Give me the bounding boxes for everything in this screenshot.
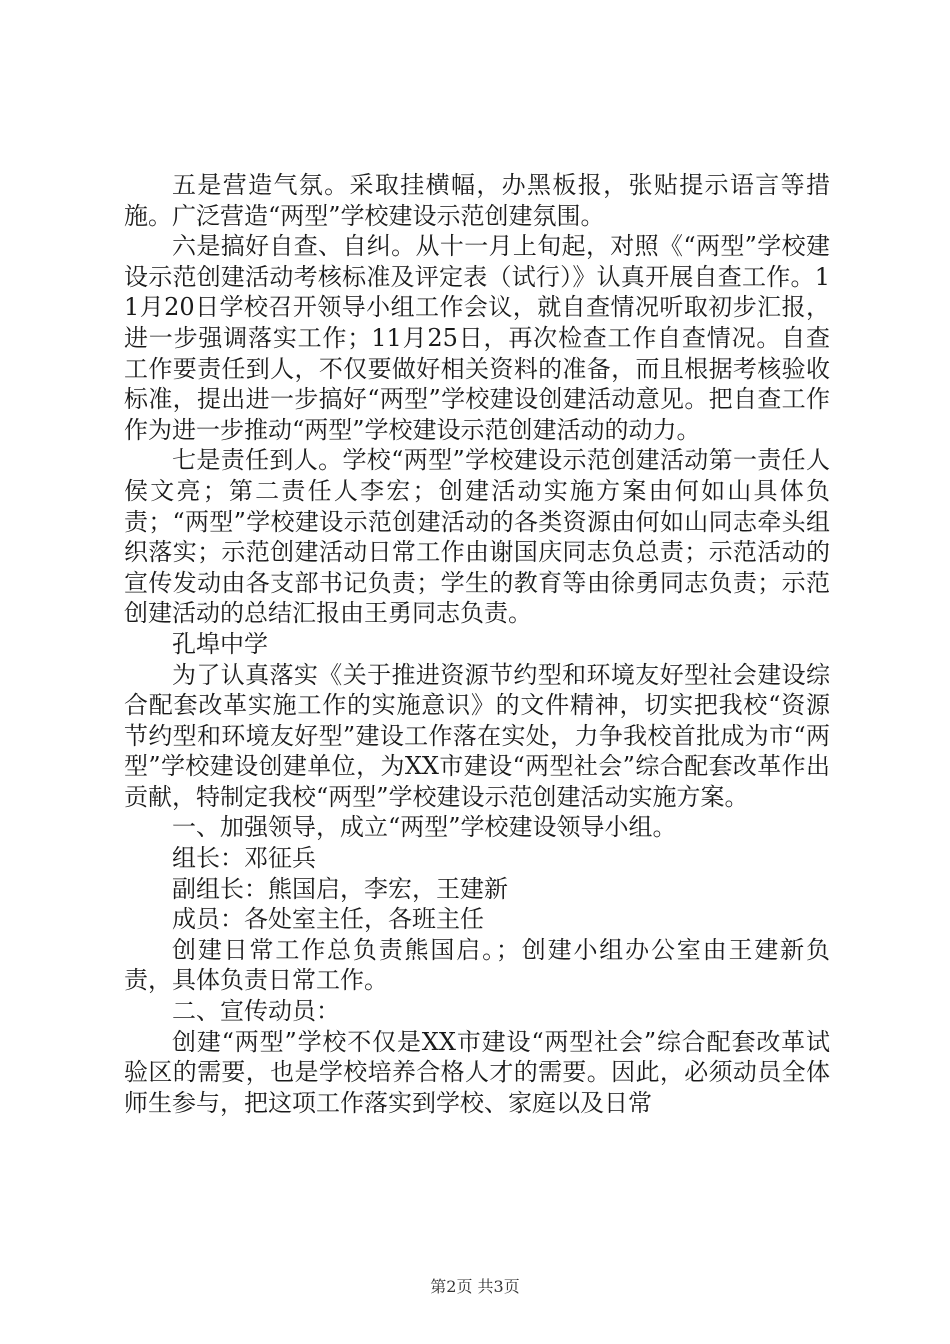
- paragraph: 二、宣传动员：: [172, 997, 340, 1026]
- paragraph: 孔埠中学: [172, 629, 268, 658]
- paragraph: 创建日常工作总负责熊国启。；创建小组办公室由王建新负责，具体负责日常工作。: [124, 935, 830, 995]
- document-body: [124, 170, 830, 1118]
- paragraph: 组长：邓征兵: [172, 844, 316, 873]
- paragraph: 成员：各处室主任，各班主任: [172, 905, 484, 934]
- paragraph: 一、加强领导，成立“两型”学校建设领导小组。: [172, 813, 677, 842]
- paragraph: 创建“两型”学校不仅是XX市建设“两型社会”综合配套改革试验区的需要，也是学校培养合格人才的需要。因此，必须动员全体师生参与，把这项工作落实到学校、家庭以及日常: [124, 1027, 830, 1117]
- paragraph: 七是责任到人。学校“两型”学校建设示范创建活动第一责任人侯文亮；第二责任人李宏；创建活动实施方案由何如山具体负责；“两型”学校建设示范创建活动的各类资源由何如山同志牵头组织落实；示范创建活动日常工作由谢国庆同志负总责；示范活动的宣传发动由各支部书记负责；学生的教育等由徐勇同志负责；示范创建活动的总结汇报由王勇同志负责。: [124, 446, 830, 628]
- page-footer: 第2页 共3页: [430, 1277, 520, 1296]
- paragraph: 副组长：熊国启，李宏，王建新: [172, 874, 508, 903]
- paragraph: 六是搞好自查、自纠。从十一月上旬起，对照《“两型”学校建设示范创建活动考核标准及评定表（试行）》认真开展自查工作。11月20日学校召开领导小组工作会议，就自查情况听取初步汇报，进一步强调落实工作；11月25日，再次检查工作自查情况。自查工作要责任到人，不仅要做好相关资料的准备，而且根据考核验收标准，提出进一步搞好“两型”学校建设创建活动意见。把自查工作作为进一步推动“两型”学校建设示范创建活动的动力。: [124, 232, 830, 444]
- paragraph: 五是营造气氛。采取挂横幅，办黑板报，张贴提示语言等措施。广泛营造“两型”学校建设示范创建氛围。: [124, 171, 830, 230]
- paragraph: 为了认真落实《关于推进资源节约型和环境友好型社会建设综合配套改革实施工作的实施意识》的文件精神，切实把我校“资源节约型和环境友好型”建设工作落在实处，力争我校首批成为市“两型”学校建设创建单位，为XX市建设“两型社会”综合配套改革作出贡献，特制定我校“两型”学校建设示范创建活动实施方案。: [124, 660, 830, 811]
